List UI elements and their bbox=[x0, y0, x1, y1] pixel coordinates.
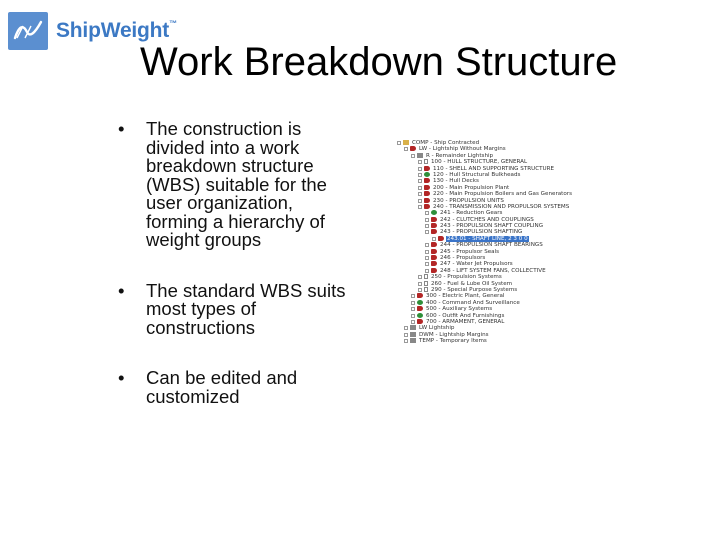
tree-node-label: LW - Lightship Without Margins bbox=[419, 146, 506, 153]
tree-node-gray-icon bbox=[410, 332, 416, 337]
tree-node-label: 240 - TRANSMISSION AND PROPULSOR SYSTEMS bbox=[433, 203, 570, 210]
tree-node-label: 100 - HULL STRUCTURE, GENERAL bbox=[431, 159, 528, 166]
tree-node-red-icon bbox=[417, 319, 423, 324]
tree-node-label: 243 - PROPULSION SHAFTING bbox=[440, 229, 523, 236]
tree-node-label: COMP - Ship Contracted bbox=[412, 140, 480, 146]
tree-node-label: TEMP - Temporary Items bbox=[419, 338, 487, 345]
tree-node-red-icon bbox=[431, 268, 437, 273]
tree-expand-toggle[interactable] bbox=[425, 256, 429, 260]
bullet-item bbox=[118, 369, 358, 406]
tree-node-red-icon bbox=[424, 185, 430, 190]
tree-node-label: 200 - Main Propulsion Plant bbox=[433, 184, 510, 191]
bullet-text: The standard WBS suits most types of constructions bbox=[146, 279, 346, 338]
tree-node-label: 230 - PROPULSION UNITS bbox=[433, 197, 504, 204]
tree-node-red-icon bbox=[431, 242, 437, 247]
tree-node-page-icon bbox=[424, 287, 428, 292]
shipweight-logo-mark bbox=[8, 12, 48, 50]
bullet-list bbox=[118, 120, 358, 438]
tree-node-gray-icon bbox=[410, 338, 416, 343]
tree-expand-toggle[interactable] bbox=[425, 230, 429, 234]
tree-node-label: R - Remainder Lightship bbox=[426, 152, 494, 159]
tree-node-label: 248 - LIFT SYSTEM FANS, COLLECTIVE bbox=[440, 267, 546, 274]
tree-node-label: 244 - PROPULSION SHAFT BEARINGS bbox=[440, 242, 543, 249]
tree-node-gray-icon bbox=[417, 153, 423, 158]
tree-expand-toggle[interactable] bbox=[418, 199, 422, 203]
tree-expand-toggle[interactable] bbox=[411, 294, 415, 298]
tree-expand-toggle[interactable] bbox=[404, 147, 408, 151]
tree-expand-toggle[interactable] bbox=[418, 282, 422, 286]
tree-node-red-icon bbox=[424, 191, 430, 196]
tree-expand-toggle[interactable] bbox=[411, 314, 415, 318]
bullet-text: The construction is divided into a work breakdown structure (WBS) suitable for the user organization, forming a hierarchy of weight groups bbox=[146, 118, 327, 250]
bullet-dot: • bbox=[118, 118, 125, 139]
logo-trademark: ™ bbox=[169, 19, 177, 28]
tree-node-label: 247 - Water Jet Propulsors bbox=[440, 261, 513, 268]
tree-node-label: 120 - Hull Structural Bulkheads bbox=[433, 171, 521, 178]
tree-node-red-icon bbox=[424, 198, 430, 203]
tree-node-label: 246 - Propulsors bbox=[440, 255, 486, 262]
tree-node-label: 242 - CLUTCHES AND COUPLINGS bbox=[440, 216, 534, 223]
tree-node-red-icon bbox=[431, 217, 437, 222]
tree-node-label: 250 - Propulsion Systems bbox=[431, 274, 502, 281]
bullet-dot: • bbox=[118, 367, 125, 388]
tree-node-label: 245 - Propulsor Seals bbox=[440, 248, 500, 255]
tree-expand-toggle[interactable] bbox=[425, 218, 429, 222]
bullet-item bbox=[118, 279, 358, 338]
slide-title: Work Breakdown Structure bbox=[140, 40, 618, 84]
tree-node-red-icon bbox=[431, 261, 437, 266]
tree-node-label: 220 - Main Propulsion Boilers and Gas Generators bbox=[433, 191, 572, 198]
tree-node-label: 130 - Hull Decks bbox=[433, 178, 479, 185]
logo-text: ShipWeight bbox=[56, 19, 170, 42]
tree-node-label: 290 - Special Purpose Systems bbox=[431, 286, 518, 293]
tree-node-red-icon bbox=[424, 166, 430, 171]
tree-node-red-icon bbox=[417, 306, 423, 311]
tree-expand-toggle[interactable] bbox=[404, 326, 408, 330]
tree-expand-toggle[interactable] bbox=[425, 243, 429, 247]
tree-node-label: DWM - Lightship Margins bbox=[419, 331, 489, 338]
tree-node-red-icon bbox=[410, 146, 416, 151]
tree-expand-toggle[interactable] bbox=[404, 333, 408, 337]
tree-node-page-icon bbox=[424, 274, 428, 279]
tree-node-page-icon bbox=[424, 281, 428, 286]
tree-node-label: 243.01 - SHAFT LINE, 2 3 0 0 bbox=[447, 235, 528, 242]
tree-node-label: LW Lightship bbox=[419, 325, 455, 332]
tree-expand-toggle[interactable] bbox=[418, 160, 422, 164]
tree-node-red-icon bbox=[424, 204, 430, 209]
tree-node-label: 260 - Fuel & Lube Oil System bbox=[431, 280, 513, 287]
tree-node-red-icon bbox=[431, 255, 437, 260]
tree-node-label: 241 - Reduction Gears bbox=[440, 210, 503, 217]
tree-node-green-icon bbox=[431, 210, 437, 215]
tree-node-red-icon bbox=[417, 293, 423, 298]
tree-expand-toggle[interactable] bbox=[418, 205, 422, 209]
tree-expand-toggle[interactable] bbox=[418, 275, 422, 279]
tree-node-red-icon bbox=[438, 236, 444, 241]
tree-expand-toggle[interactable] bbox=[411, 307, 415, 311]
tree-expand-toggle[interactable] bbox=[418, 192, 422, 196]
tree-node-gray-icon bbox=[410, 325, 416, 330]
tree-node-page-icon bbox=[424, 159, 428, 164]
ship-curve-icon bbox=[13, 18, 43, 44]
tree-node-label: 700 - ARMAMENT, GENERAL bbox=[426, 318, 505, 325]
tree-expand-toggle[interactable] bbox=[411, 301, 415, 305]
tree-node-label: 243 - PROPULSION SHAFT COUPLING bbox=[440, 223, 544, 230]
wbs-tree[interactable] bbox=[397, 140, 607, 345]
tree-expand-toggle[interactable] bbox=[425, 250, 429, 254]
tree-expand-toggle[interactable] bbox=[418, 173, 422, 177]
tree-expand-toggle[interactable] bbox=[404, 339, 408, 343]
tree-expand-toggle[interactable] bbox=[432, 237, 436, 241]
tree-expand-toggle[interactable] bbox=[418, 288, 422, 292]
tree-expand-toggle[interactable] bbox=[425, 269, 429, 273]
tree-expand-toggle[interactable] bbox=[418, 167, 422, 171]
tree-node[interactable] bbox=[397, 338, 607, 344]
tree-node-red-icon bbox=[431, 249, 437, 254]
tree-node-label: 400 - Command And Surveillance bbox=[426, 299, 520, 306]
tree-expand-toggle[interactable] bbox=[411, 320, 415, 324]
tree-expand-toggle[interactable] bbox=[418, 179, 422, 183]
bullet-dot: • bbox=[118, 279, 125, 301]
tree-expand-toggle[interactable] bbox=[425, 211, 429, 215]
tree-node-red-icon bbox=[431, 229, 437, 234]
tree-expand-toggle[interactable] bbox=[425, 224, 429, 228]
tree-node-label: 300 - Electric Plant, General bbox=[426, 293, 505, 300]
tree-expand-toggle[interactable] bbox=[411, 154, 415, 158]
bullet-item bbox=[118, 120, 358, 250]
tree-node-red-icon bbox=[424, 178, 430, 183]
tree-node-red-icon bbox=[431, 223, 437, 228]
bullet-text: Can be edited and customized bbox=[146, 367, 298, 407]
tree-node-label: 500 - Auxiliary Systems bbox=[426, 306, 493, 313]
tree-node-green-icon bbox=[424, 172, 430, 177]
tree-node-green-icon bbox=[417, 300, 423, 305]
tree-node-label: 110 - SHELL AND SUPPORTING STRUCTURE bbox=[433, 165, 555, 172]
tree-expand-toggle[interactable] bbox=[418, 186, 422, 190]
tree-expand-toggle[interactable] bbox=[425, 262, 429, 266]
tree-node-label: 600 - Outfit And Furnishings bbox=[426, 312, 505, 319]
tree-node-folder-icon bbox=[403, 140, 409, 145]
tree-node-green-icon bbox=[417, 313, 423, 318]
tree-expand-toggle[interactable] bbox=[397, 141, 401, 145]
